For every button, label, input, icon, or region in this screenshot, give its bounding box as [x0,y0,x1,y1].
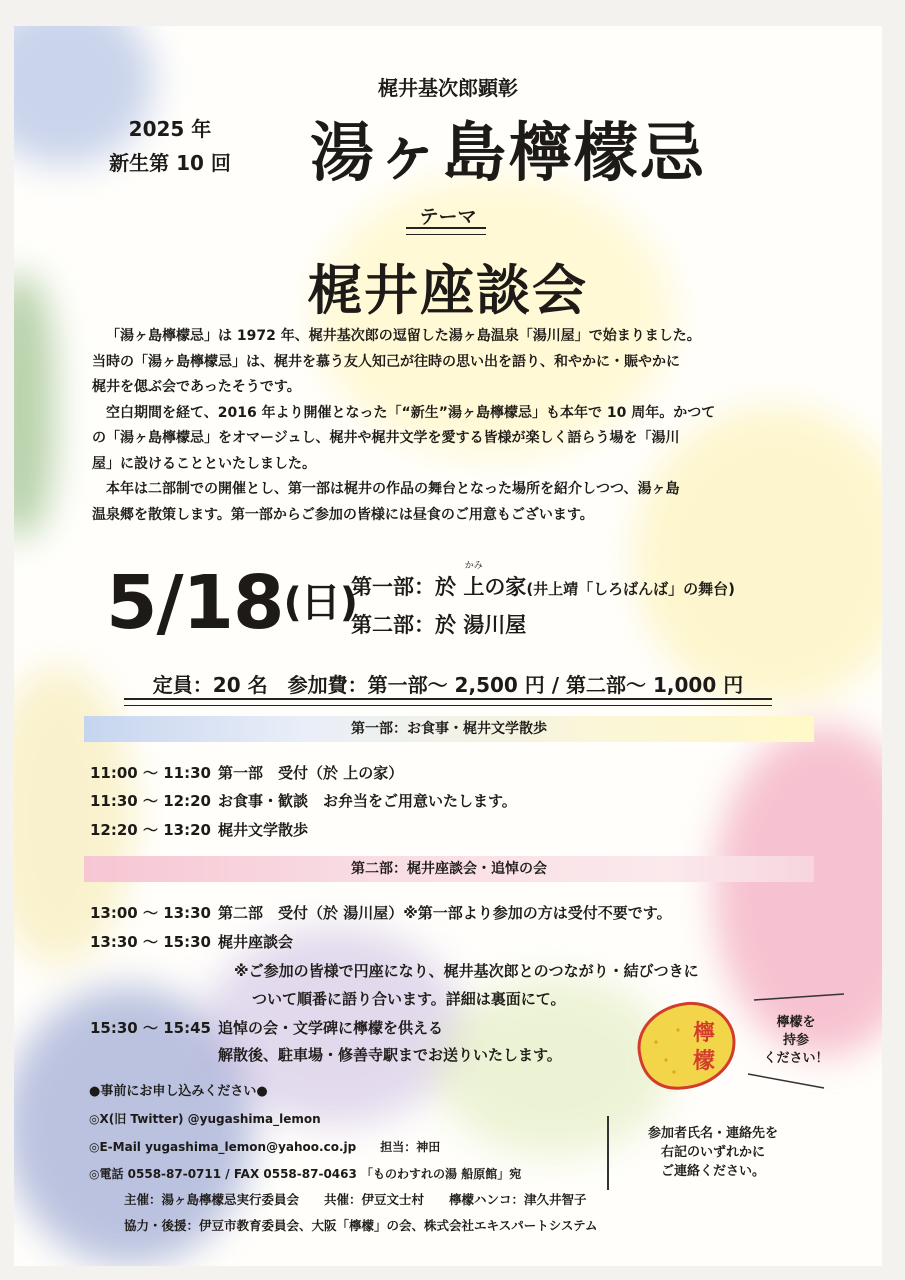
stamp-char-1: 檸 [692,1021,716,1046]
part1-venue-note: (井上靖「しろばんば」の舞台) [526,580,736,598]
zadankai-note: ※ご参加の皆様で円座になり、梶井基次郎とのつながり・結びつきに [234,962,699,980]
intro-line: 「湯ヶ島檸檬忌」は 1972 年、梶井基次郎の逗留した湯ヶ島温泉「湯川屋」で始まりました。 [106,328,701,344]
theme-title: 梶井座談会 [308,259,588,322]
schedule-time: 13:00 ～ 13:30 [90,904,211,922]
event-date [106,560,358,646]
lemon-note-line: ください！ [763,1051,829,1066]
schedule-desc: 第二部 受付（於 湯川屋）※第一部より参加の方は受付不要です。 [218,904,672,922]
schedule-row [90,931,293,952]
schedule-row [90,819,308,840]
schedule-time: 11:30 ～ 12:20 [90,792,211,810]
lemon-note-line: 檸檬を [776,1015,816,1030]
zadankai-note: ついて順番に語り合います。詳細は裏面にて。 [252,990,566,1008]
organizers: 主催：湯ヶ島檸檬忌実行委員会 共催：伊豆文士村 檸檬ハンコ：津久井智子 [124,1192,587,1207]
intro-line: 梶井を偲ぶ会であったそうです。 [92,379,301,395]
fee-underline [124,698,772,706]
part1-venue [351,561,736,601]
schedule-desc: 第一部 受付（於 上の家） [218,764,404,782]
schedule-row [90,762,403,783]
venue-furigana: かみ [464,561,483,571]
closing-note: 解散後、駐車場・修善寺駅までお送りいたします。 [218,1046,562,1064]
intro-line: の「湯ヶ島檸檬忌」をオマージュし、梶井や梶井文学を愛する皆様が楽しく語らう場を「湯川 [92,430,680,446]
event-edition: 新生第 10 回 [109,151,231,175]
contact-phone: ◎電話 0558-87-0711 / FAX 0558-87-0463 「ものわすれの湯 船原館」宛 [89,1167,522,1181]
intro-line: 本年は二部制での開催とし、第一部は梶井の作品の舞台となった場所を紹介しつつ、湯ヶ島 [106,481,680,497]
part2-venue: 第二部：於 湯川屋 [351,613,527,637]
schedule-time: 15:30 ～ 15:45 [90,1019,211,1037]
schedule-desc: お食事・歓談 お弁当をご用意いたします。 [218,792,517,810]
venue-char: 上 [463,575,485,599]
event-date-number: 5/18 [106,560,284,646]
schedule-desc: 追悼の会・文学碑に檸檬を供える [218,1019,444,1037]
part1-venue-rest: の家 [484,575,527,599]
schedule-time: 11:00 ～ 11:30 [90,764,211,782]
theme-underline [406,227,486,235]
schedule-row [90,790,517,811]
event-subtitle: 梶井基次郎顕彰 [378,76,518,100]
schedule-row [90,1017,443,1038]
instruction-line: 参加者氏名・連絡先を [647,1126,778,1141]
schedule-desc: 梶井座談会 [218,933,294,951]
support: 協力・後援：伊豆市教育委員会、大阪「檸檬」の会、株式会社エキスパートシステム [124,1218,598,1233]
edition-block [100,112,240,180]
flyer-page [14,26,882,1266]
instruction-line: 右記のいずれかに [660,1145,765,1160]
stamp-char-2: 檬 [692,1049,716,1074]
schedule-time: 13:30 ～ 15:30 [90,933,211,951]
page-title: 湯ヶ島檸檬忌 [310,117,706,191]
bring-lemon-note [756,1014,836,1068]
part1-band: 第一部：お食事・梶井文学散歩 [84,716,814,742]
schedule-desc: 梶井文学散歩 [218,821,309,839]
intro-line: 当時の「湯ヶ島檸檬忌」は、梶井を慕う友人知己が往時の思い出を語り、和やかに・賑やかに [92,353,680,370]
theme-label: テーマ [419,206,477,228]
contact-bracket [597,1116,609,1190]
intro-line: 屋」に設けることといたしました。 [92,455,316,472]
apply-heading: ●事前にお申し込みください● [89,1084,268,1099]
event-year: 2025 年 [128,117,212,141]
lemon-stamp-icon [626,990,746,1100]
contact-x: ◎X(旧 Twitter) @yugashima_lemon [89,1112,321,1126]
intro-line: 温泉郷を散策します。第一部からご参加の皆様には昼食のご用意もございます。 [92,506,594,523]
schedule-row [90,902,672,923]
contact-instruction [618,1124,808,1181]
venue-ruby [463,561,485,601]
instruction-line: ご連絡ください。 [660,1164,765,1179]
contact-email: ◎E-Mail yugashima_lemon@yahoo.co.jp 担当：神田 [89,1140,441,1154]
intro-line: 空白期間を経て、2016 年より開催となった「“新生”湯ヶ島檸檬忌」も本年で 10 周年。かつて [106,404,716,421]
intro-text [92,324,822,528]
event-weekday: (日) [283,580,358,626]
schedule-time: 12:20 ～ 13:20 [90,821,211,839]
capacity-fee: 定員：20 名 参加費：第一部～ 2,500 円 / 第二部～ 1,000 円 [152,673,744,697]
part2-band: 第二部：梶井座談会・追悼の会 [84,856,814,882]
part1-prefix: 第一部：於 [351,575,464,599]
lemon-note-line: 持参 [782,1033,809,1048]
